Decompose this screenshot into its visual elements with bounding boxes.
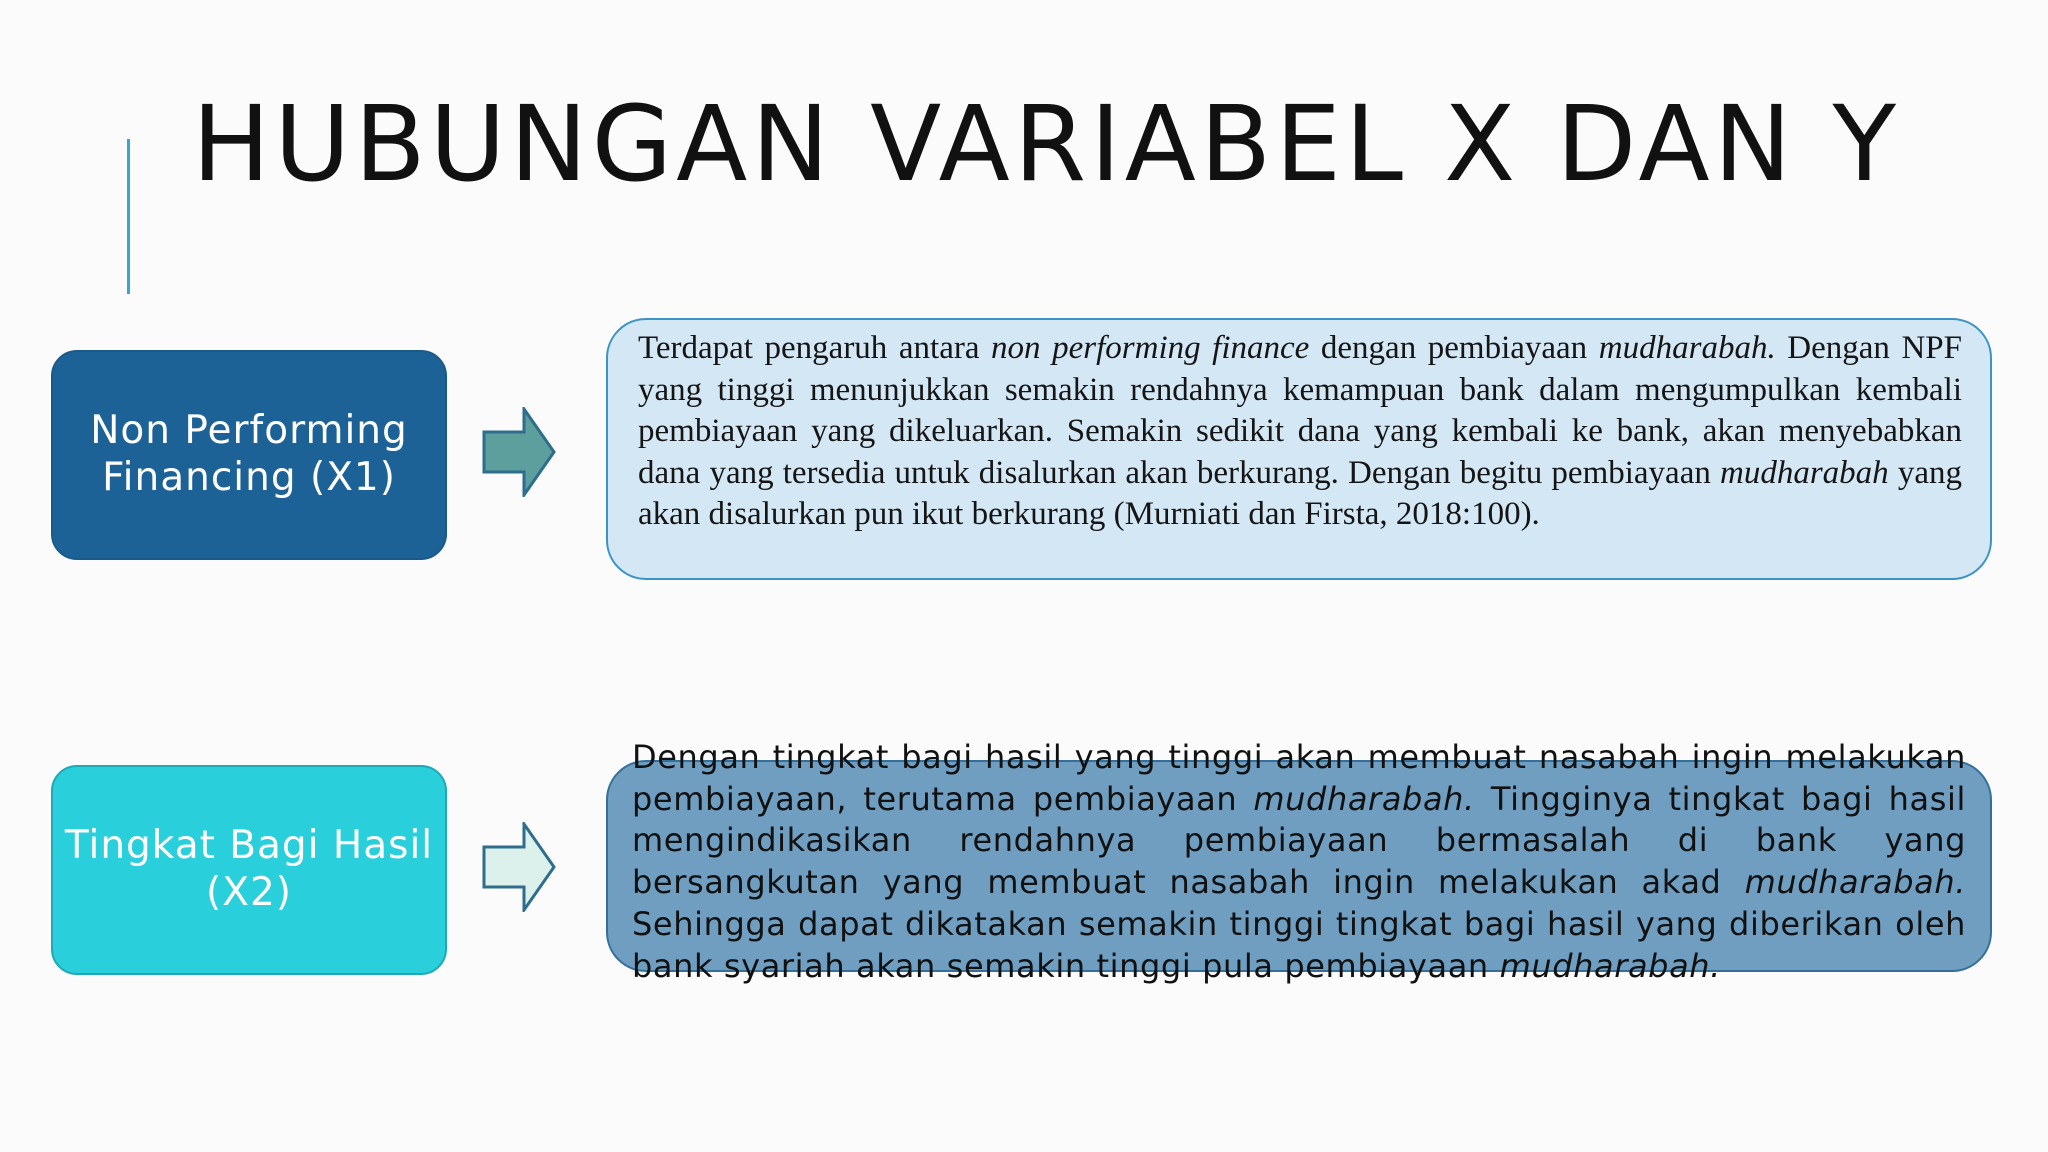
right-arrow-icon bbox=[482, 407, 556, 497]
variable-label-x1: Non Performing Financing (X1) bbox=[90, 408, 408, 500]
right-arrow-icon bbox=[482, 822, 556, 912]
variable-box-x1 bbox=[51, 350, 447, 560]
description-box-x1 bbox=[606, 318, 1992, 580]
title-accent-line bbox=[127, 139, 130, 294]
variable-box-x2 bbox=[51, 765, 447, 975]
slide-title: HUBUNGAN VARIABEL X DAN Y bbox=[192, 83, 1901, 205]
description-text-x1: Terdapat pengaruh antara non performing finance dengan pembiayaan mudharabah. Dengan NPF yang tinggi menunjukkan semakin rendahnya kemampuan bank dalam mengumpulkan kembali pembiayaan yang dikeluarkan. Semakin sedikit dana yang kembali ke bank, akan menyebabkan dana yang tersedia untuk disalurkan akan berkurang. Dengan begitu pembiayaan mudharabah yang akan disalurkan pun ikut berkurang (Murniati dan Firsta, 2018:100). bbox=[638, 330, 1963, 532]
variable-label-x2: Tingkat Bagi Hasil (X2) bbox=[64, 823, 434, 915]
description-text-x2: Dengan tingkat bagi hasil yang tinggi akan membuat nasabah ingin melakukan pembiayaan, terutama pembiayaan mudharabah. Tingginya tingkat bagi hasil mengindikasikan rendahnya pembiayaan bermasalah di bank yang bersangkutan yang membuat nasabah ingin melakukan akad mudharabah. Sehingga dapat dikatakan semakin tinggi tingkat bagi hasil yang diberikan oleh bank syariah akan semakin tinggi pula pembiayaan mudharabah. bbox=[632, 738, 1967, 985]
